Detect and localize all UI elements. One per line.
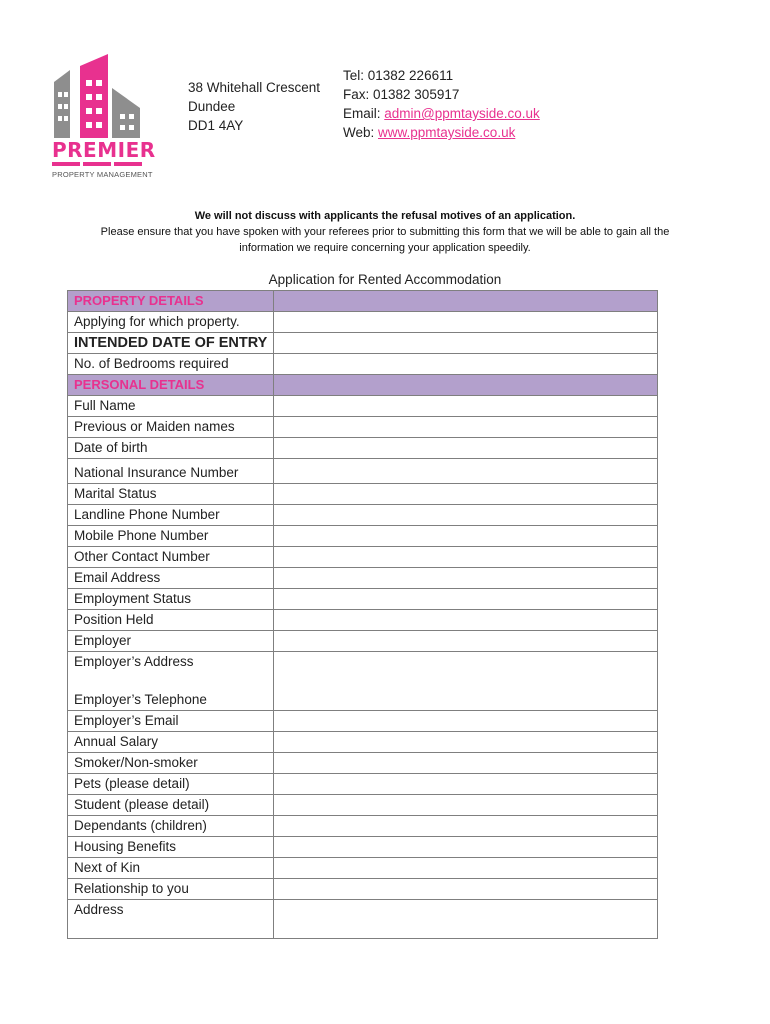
web-label: Web: (343, 125, 379, 140)
field-label-text: Mobile Phone Number (74, 528, 209, 543)
field-label (68, 354, 274, 375)
email-label: Email: (343, 106, 385, 121)
field-label (68, 753, 274, 774)
field-label-text: Employer’s Address (74, 654, 194, 669)
form-row (68, 816, 658, 837)
form-row (68, 879, 658, 900)
field-label-text: Full Name (74, 398, 136, 413)
field-input[interactable] (274, 879, 658, 900)
field-label (68, 459, 274, 484)
form-row (68, 333, 658, 354)
applicant-notice (30, 208, 740, 256)
field-label-text: Smoker/Non-smoker (74, 755, 198, 770)
form-row (68, 732, 658, 753)
field-label-text: Pets (please detail) (74, 776, 190, 791)
web-line (343, 123, 540, 142)
section-fill (274, 375, 658, 396)
logo-tagline: PROPERTY MANAGEMENT (52, 170, 153, 179)
field-label (68, 417, 274, 438)
field-label (68, 816, 274, 837)
form-row (68, 774, 658, 795)
field-input[interactable] (274, 732, 658, 753)
field-input[interactable] (274, 333, 658, 354)
field-label-text: Employment Status (74, 591, 192, 606)
field-label (68, 312, 274, 333)
field-label (68, 396, 274, 417)
field-label (68, 858, 274, 879)
field-input[interactable] (274, 795, 658, 816)
company-contact (343, 66, 540, 142)
field-input[interactable] (274, 354, 658, 375)
form-row (68, 610, 658, 631)
section-header-row (68, 375, 658, 396)
field-label (68, 652, 274, 711)
field-input[interactable] (274, 505, 658, 526)
field-input[interactable] (274, 816, 658, 837)
field-label-text: Next of Kin (74, 860, 141, 875)
field-label-text: Dependants (children) (74, 818, 207, 833)
logo-wordmark: PREMIER (52, 138, 156, 162)
field-label (68, 547, 274, 568)
form-row (68, 526, 658, 547)
field-input[interactable] (274, 568, 658, 589)
field-input[interactable] (274, 438, 658, 459)
field-input[interactable] (274, 526, 658, 547)
field-label (68, 610, 274, 631)
form-row (68, 711, 658, 732)
field-label (68, 589, 274, 610)
field-label (68, 568, 274, 589)
field-input[interactable] (274, 652, 658, 711)
form-row (68, 589, 658, 610)
field-input[interactable] (274, 900, 658, 939)
field-label-text: Annual Salary (74, 734, 159, 749)
field-label (68, 732, 274, 753)
field-label-text: Date of birth (74, 440, 148, 455)
field-label-text: INTENDED DATE OF ENTRY (74, 335, 268, 351)
field-label-text: Applying for which property. (74, 314, 240, 329)
field-label (68, 333, 274, 354)
field-label-text: Email Address (74, 570, 161, 585)
field-label-text: Relationship to you (74, 881, 189, 896)
section-header-row (68, 291, 658, 312)
form-row (68, 631, 658, 652)
field-input[interactable] (274, 396, 658, 417)
form-row (68, 652, 658, 711)
field-label-text: PROPERTY DETAILS (74, 293, 204, 308)
field-label (68, 879, 274, 900)
field-input[interactable] (274, 858, 658, 879)
form-row (68, 753, 658, 774)
form-row (68, 312, 658, 333)
field-label-text: Employer’s Telephone (74, 692, 207, 707)
field-input[interactable] (274, 459, 658, 484)
telephone: Tel: 01382 226611 (343, 68, 454, 83)
notice-line-2: Please ensure that you have spoken with your referees prior to submitting this form that we will be able to gain all the (100, 226, 670, 238)
section-title (68, 291, 274, 312)
field-input[interactable] (274, 312, 658, 333)
field-input[interactable] (274, 837, 658, 858)
section-fill (274, 291, 658, 312)
field-input[interactable] (274, 631, 658, 652)
form-row (68, 354, 658, 375)
field-label-text: Employer’s Email (74, 713, 179, 728)
form-row (68, 900, 658, 939)
form-row (68, 417, 658, 438)
field-label (68, 484, 274, 505)
field-label (68, 900, 274, 939)
field-input[interactable] (274, 774, 658, 795)
field-input[interactable] (274, 589, 658, 610)
field-label-text: Position Held (74, 612, 154, 627)
address-line-3: DD1 4AY (188, 118, 244, 133)
form-row (68, 568, 658, 589)
field-input[interactable] (274, 711, 658, 732)
field-label (68, 631, 274, 652)
web-link[interactable]: www.ppmtayside.co.uk (378, 125, 516, 140)
field-label-text: Previous or Maiden names (74, 419, 235, 434)
notice-line-3: information we require concerning your application speedily. (239, 242, 531, 254)
form-row (68, 505, 658, 526)
field-label (68, 505, 274, 526)
field-label-text: Address (74, 902, 124, 917)
company-address (188, 78, 320, 135)
section-title (68, 375, 274, 396)
address-line-1: 38 Whitehall Crescent (188, 80, 321, 95)
field-label (68, 837, 274, 858)
field-label-text: Employer (74, 633, 132, 648)
field-label-text: Student (please detail) (74, 797, 210, 812)
field-label-text: Marital Status (74, 486, 157, 501)
form-row (68, 795, 658, 816)
field-label (68, 795, 274, 816)
application-form-table (67, 290, 658, 939)
field-label-text: PERSONAL DETAILS (74, 377, 205, 392)
form-title: Application for Rented Accommodation (268, 272, 502, 287)
field-input[interactable] (274, 417, 658, 438)
buildings-logo-icon (50, 52, 146, 138)
premier-logo (50, 52, 156, 180)
field-input[interactable] (274, 753, 658, 774)
address-line-2: Dundee (188, 99, 236, 114)
notice-warning: We will not discuss with applicants the refusal motives of an application. (194, 210, 576, 222)
form-row (68, 837, 658, 858)
field-label (68, 711, 274, 732)
field-label (68, 438, 274, 459)
field-label (68, 774, 274, 795)
field-input[interactable] (274, 484, 658, 505)
form-row (68, 547, 658, 568)
form-row (68, 459, 658, 484)
fax: Fax: 01382 305917 (343, 87, 460, 102)
field-label-text: No. of Bedrooms required (74, 356, 229, 371)
email-link[interactable]: admin@ppmtayside.co.uk (384, 106, 540, 121)
form-row (68, 858, 658, 879)
logo-divider-bars (52, 162, 142, 167)
field-label-text: Landline Phone Number (74, 507, 220, 522)
email-line (343, 104, 540, 123)
form-row (68, 438, 658, 459)
field-label (68, 526, 274, 547)
form-row (68, 396, 658, 417)
field-label-text: National Insurance Number (74, 465, 239, 480)
form-row (68, 484, 658, 505)
field-label-text: Housing Benefits (74, 839, 177, 854)
field-input[interactable] (274, 547, 658, 568)
field-input[interactable] (274, 610, 658, 631)
field-label-text: Other Contact Number (74, 549, 210, 564)
